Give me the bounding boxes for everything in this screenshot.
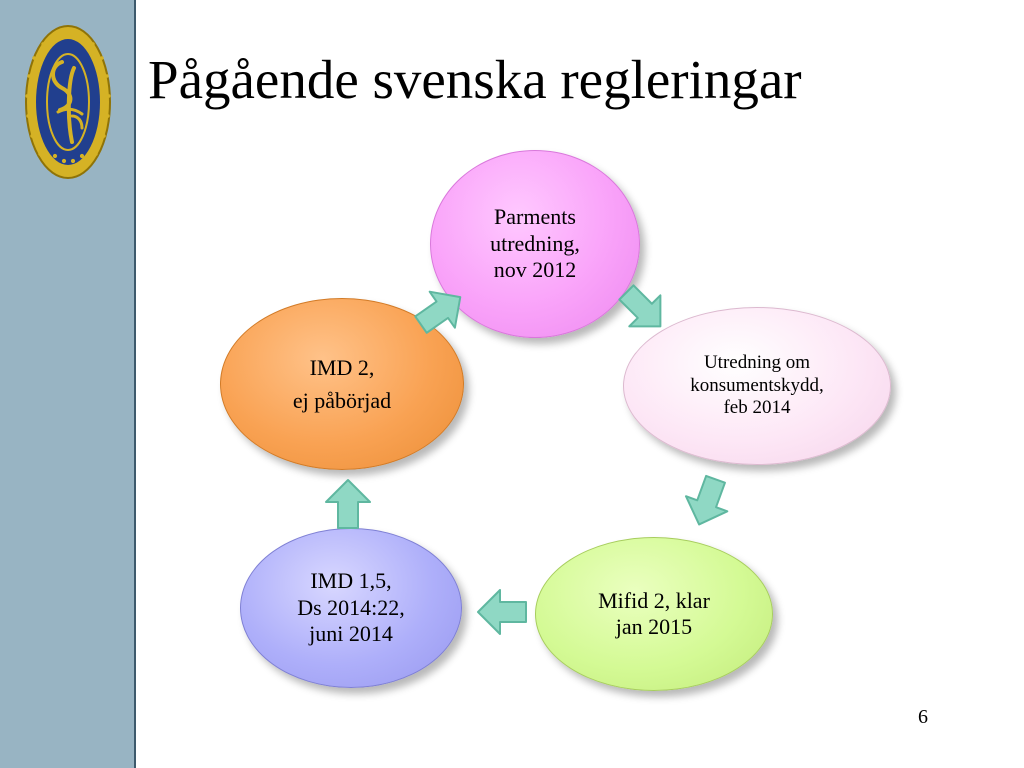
sfm-logo (24, 24, 112, 180)
arrow-right-icon (670, 462, 747, 539)
cycle-node-konsumentskydd-line-3: feb 2014 (723, 397, 791, 419)
sidebar-panel (0, 0, 136, 768)
cycle-arrow-2 (670, 462, 747, 539)
cycle-node-konsumentskydd-label (690, 352, 824, 419)
cycle-node-parments-line-3: nov 2012 (493, 257, 577, 283)
cycle-node-parments-line-1: Parments (494, 204, 576, 230)
cycle-node-imd15-line-3: juni 2014 (309, 621, 393, 647)
cycle-node-parments-line-2: utredning, (490, 230, 580, 256)
cycle-node-imd15-line-2: Ds 2014:22, (297, 594, 405, 620)
cycle-node-imd15 (240, 528, 462, 688)
cycle-node-imd2-line-2: ej påbörjad (292, 388, 392, 413)
cycle-node-imd15-label (297, 568, 405, 647)
cycle-node-konsumentskydd (623, 307, 891, 465)
cycle-node-parments-label (490, 204, 580, 283)
cycle-node-mifid-line-1: Mifid 2, klar (598, 587, 710, 613)
cycle-node-imd2-line-1: IMD 2, (309, 355, 375, 380)
cycle-arrow-4 (318, 476, 378, 536)
cycle-arrow-3 (474, 582, 534, 642)
cycle-node-mifid (535, 537, 773, 691)
page-number: 6 (918, 706, 928, 728)
cycle-node-mifid-line-2: jan 2015 (615, 614, 693, 639)
slide-title: Pågående svenska regleringar (148, 49, 802, 110)
cycle-node-konsumentskydd-line-2: konsumentskydd, (690, 374, 824, 396)
cycle-node-mifid-label (598, 588, 710, 641)
cycle-node-imd15-line-1: IMD 1,5, (310, 568, 392, 594)
sfm-logo-emblem (24, 24, 112, 180)
arrow-right-icon (474, 582, 534, 642)
cycle-node-konsumentskydd-line-1: Utredning om (703, 352, 811, 374)
arrow-right-icon (318, 476, 378, 536)
cycle-node-imd2-label (293, 351, 391, 417)
